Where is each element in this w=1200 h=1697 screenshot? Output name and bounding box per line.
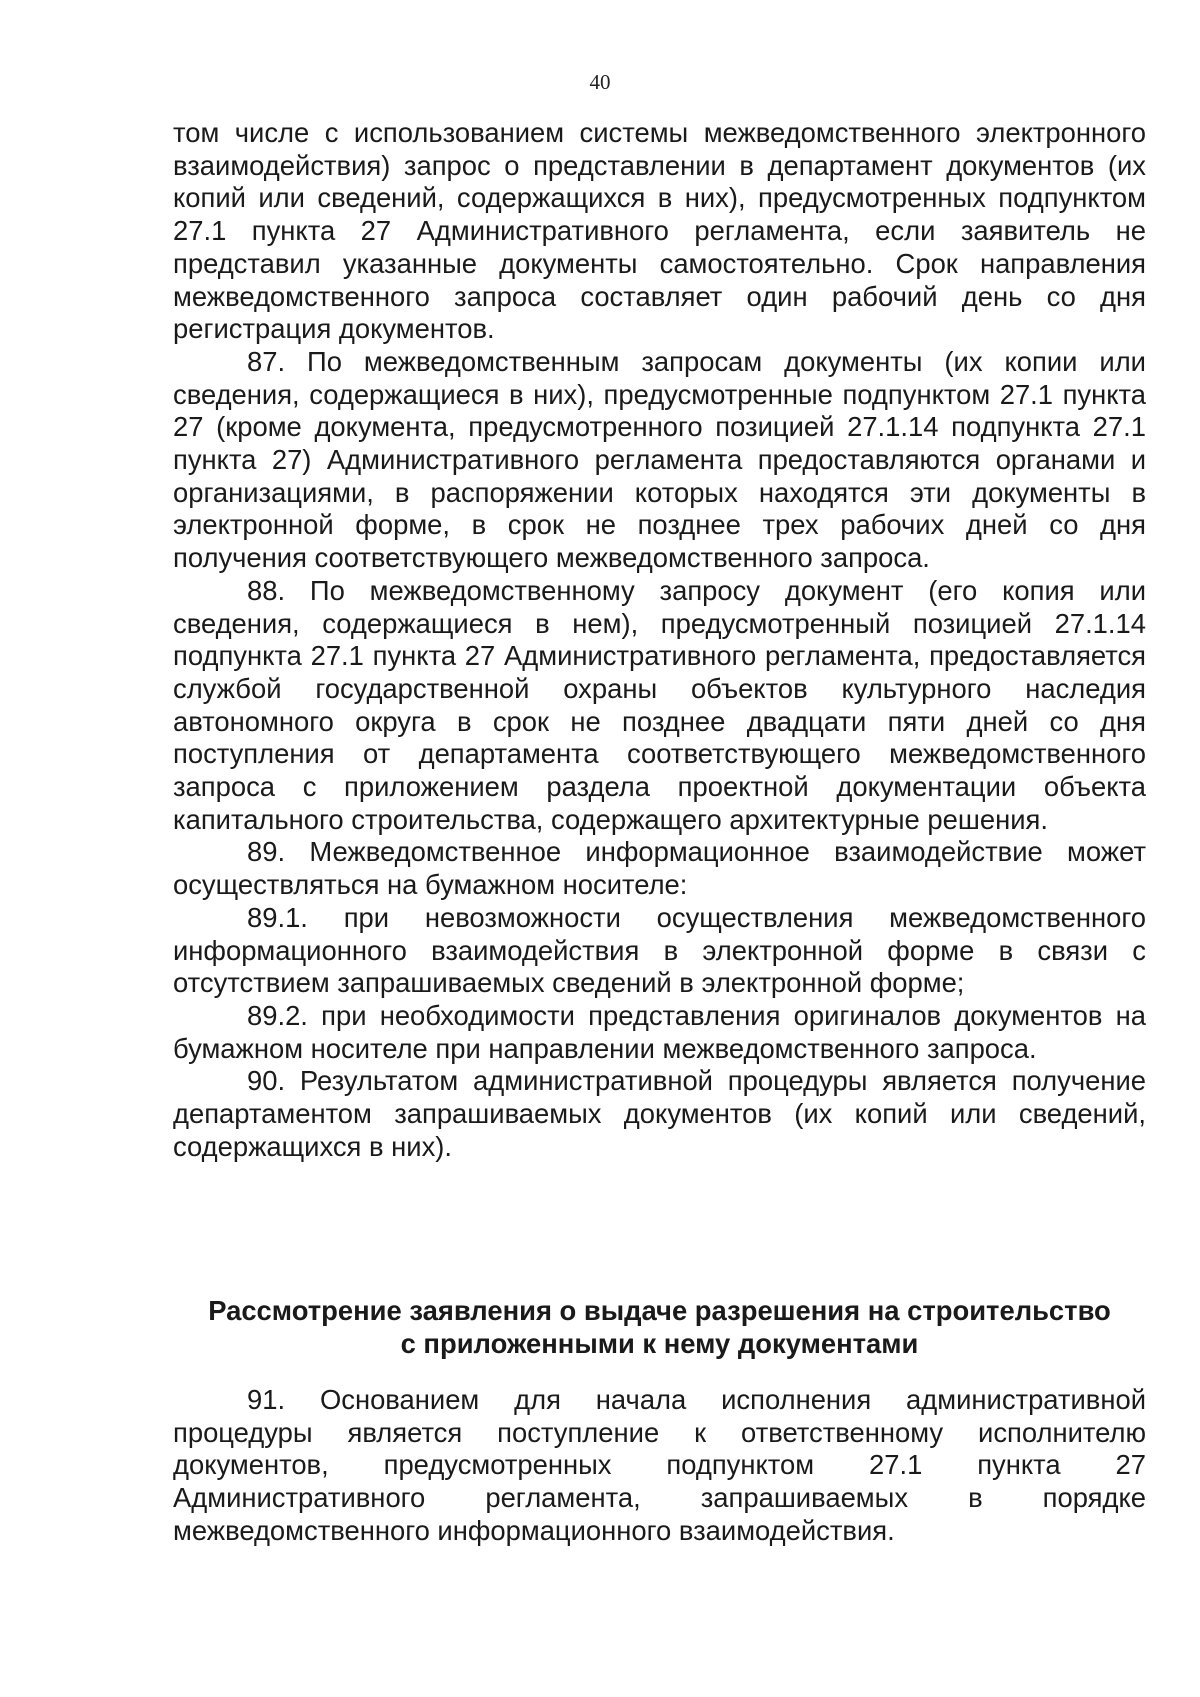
paragraph-89: 89. Межведомственное информационное взаимодействие может осуществляться на бумажном носителе: [173, 836, 1146, 901]
section-heading [173, 1294, 1146, 1360]
paragraph-88: 88. По межведомственному запросу документ (его копия или сведения, содержащиеся в нем), предусмотренный позицией 27.1.14 подпункта 27.1 пункта 27 Административного регламента, предоставляется службой государственной охраны объектов культурного наследия автономного округа в срок не позднее двадцати пяти дней со дня поступления от департамента соответствующего межведомственного запроса с приложением раздела проектной документации объекта капитального строительства, содержащего архитектурные решения. [173, 574, 1146, 835]
paragraph-91: 91. Основанием для начала исполнения административной процедуры является поступление к ответственному исполнителю документов, предусмотренных подпунктом 27.1 пункта 27 Административного регламента, запрашиваемых в порядке межведомственного информационного взаимодействия. [173, 1384, 1146, 1546]
section-heading-line-2: с приложенными к нему документами [400, 1328, 919, 1359]
final-text [173, 1384, 1146, 1548]
paragraph-continuation: том числе с использованием системы межведомственного электронного взаимодействия) запрос о представлении в департамент документов (их копий или сведений, содержащихся в них), предусмотренных подпунктом 27.1 пункта 27 Административного регламента, если заявитель не представил указанные документы самостоятельно. Срок направления межведомственного запроса составляет один рабочий день со дня регистрация документов. [173, 117, 1146, 345]
paragraph-90: 90. Результатом административной процедуры является получение департаментом запрашиваемых документов (их копий или сведений, содержащихся в них). [173, 1065, 1146, 1162]
page-number: 40 [589, 70, 611, 94]
paragraph-89-2: 89.2. при необходимости представления оригиналов документов на бумажном носителе при направлении межведомственного запроса. [173, 999, 1146, 1064]
paragraph-87: 87. По межведомственным запросам документы (их копии или сведения, содержащиеся в них), предусмотренные подпунктом 27.1 пункта 27 (кроме документа, предусмотренного позицией 27.1.14 подпункта 27.1 пункта 27) Административного регламента предоставляются органами и организациями, в распоряжении которых находятся эти документы в электронной форме, в срок не позднее трех рабочих дней со дня получения соответствующего межведомственного запроса. [173, 345, 1146, 574]
body-text [173, 117, 1146, 1164]
section-heading-line-1: Рассмотрение заявления о выдаче разрешения на строительство [208, 1295, 1111, 1326]
paragraph-89-1: 89.1. при невозможности осуществления межведомственного информационного взаимодействия в электронной форме в связи с отсутствием запрашиваемых сведений в электронной форме; [173, 901, 1146, 999]
